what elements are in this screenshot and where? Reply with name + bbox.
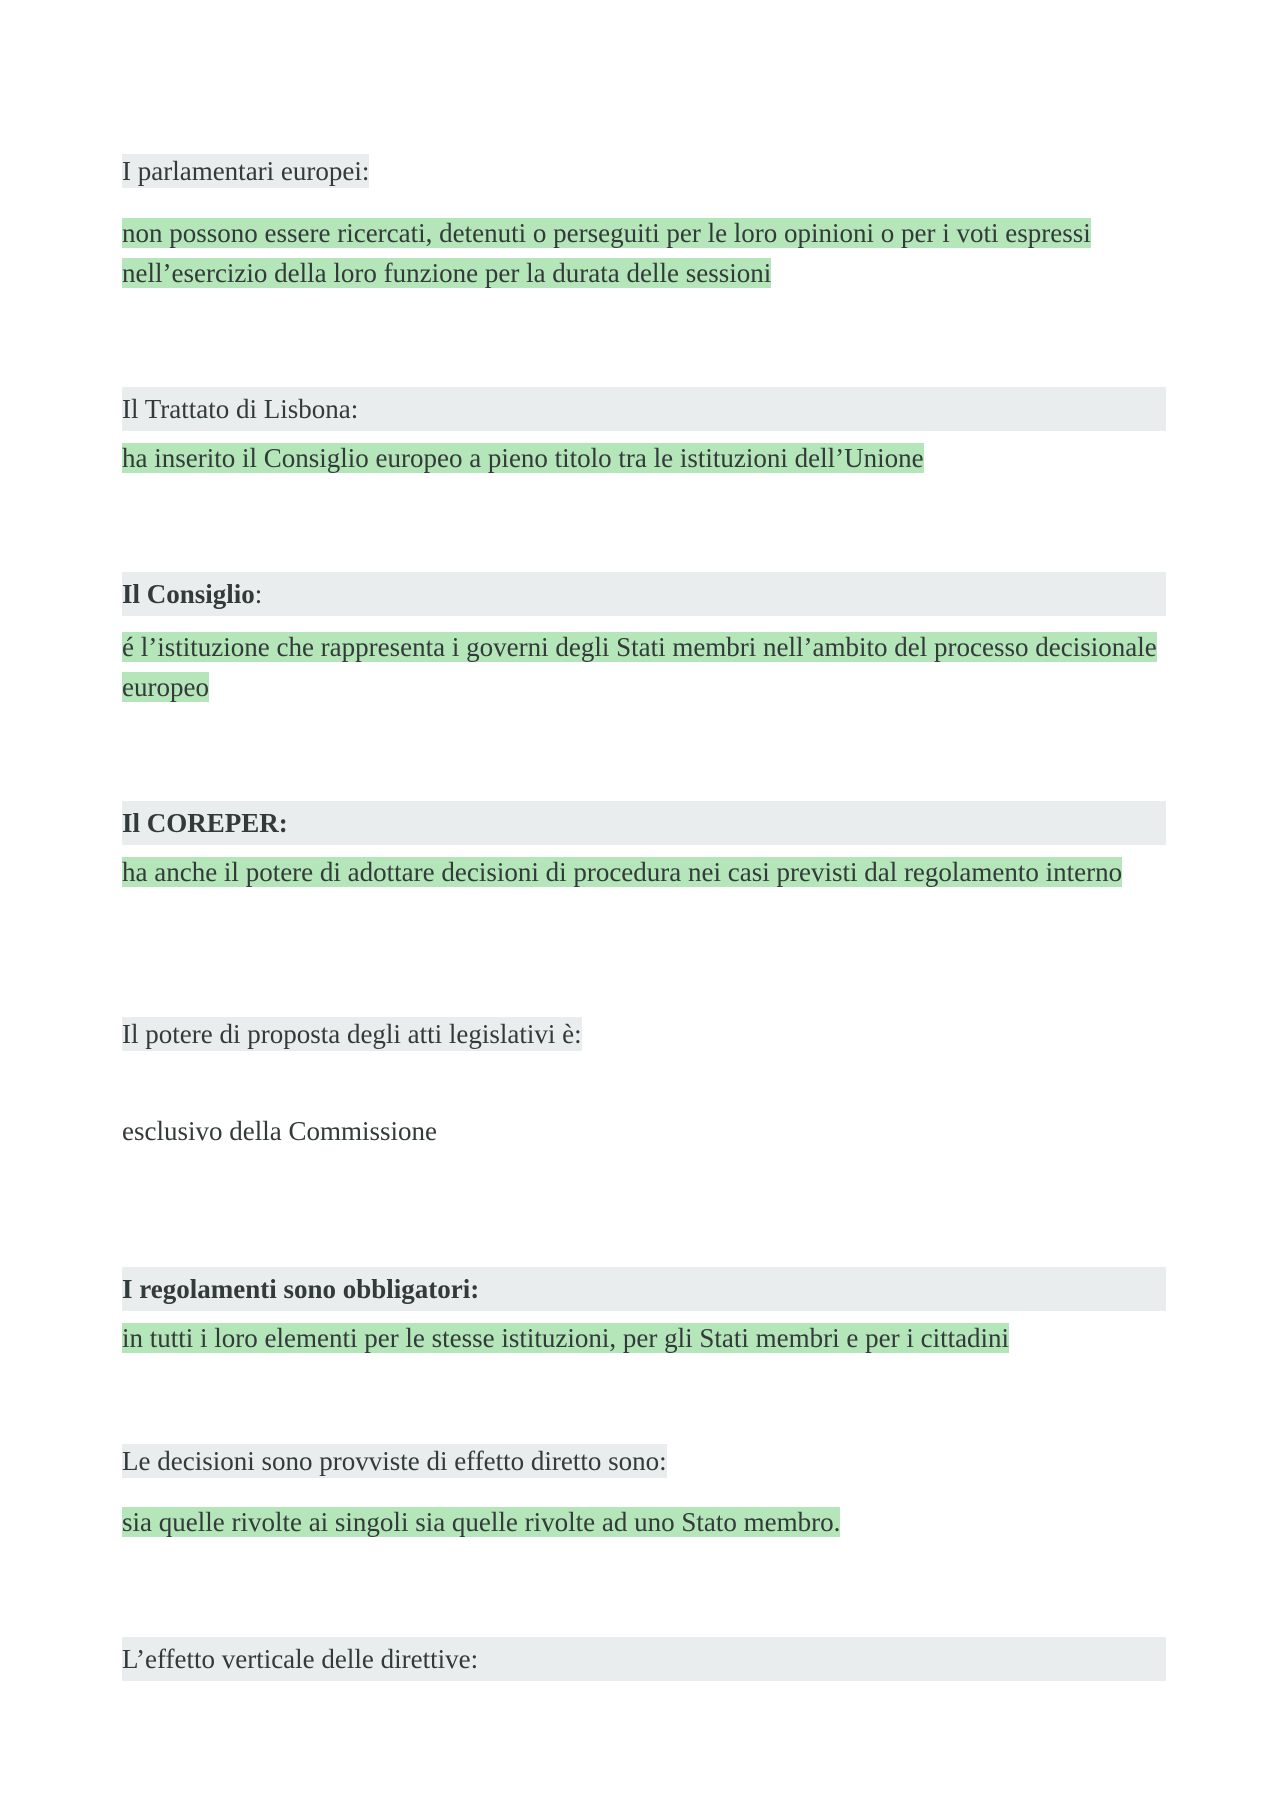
answer-1: [122, 213, 1166, 293]
qa-item-3: [122, 572, 1166, 616]
qa-item-1: [122, 151, 369, 191]
question-8: L’effetto verticale delle direttive:: [122, 1637, 1166, 1681]
qa-item-2: [122, 387, 1166, 431]
question-6: I regolamenti sono obbligatori:: [122, 1267, 1166, 1311]
answer-text: sia quelle rivolte ai singoli sia quelle rivolte ad uno Stato membro.: [122, 1507, 841, 1537]
question-2: Il Trattato di Lisbona:: [122, 387, 1166, 431]
question-5: [122, 1014, 582, 1054]
qa-item-7: [122, 1441, 667, 1481]
answer-5: esclusivo della Commissione: [122, 1116, 437, 1146]
answer-text: é l’istituzione che rappresenta i governi degli Stati membri nell’ambito del processo decisionale europeo: [122, 632, 1157, 702]
question-3: [122, 572, 1166, 616]
question-4: Il COREPER:: [122, 801, 1166, 845]
answer-3: [122, 627, 1166, 707]
answer-7: [122, 1502, 1166, 1542]
answer-text: in tutti i loro elementi per le stesse istituzioni, per gli Stati membri e per i cittadini: [122, 1323, 1010, 1353]
question-text: I parlamentari europei:: [122, 156, 370, 186]
answer-block-5: [122, 1111, 1166, 1151]
answer-block-7: [122, 1502, 1166, 1542]
qa-item-6: [122, 1267, 1166, 1311]
answer-block-6: [122, 1318, 1166, 1358]
answer-block-1: [122, 213, 1166, 293]
qa-item-8: [122, 1637, 1166, 1681]
question-text: Le decisioni sono provviste di effetto diretto sono:: [122, 1446, 667, 1476]
answer-block-3: [122, 627, 1166, 707]
question-text: Il potere di proposta degli atti legislativi è:: [122, 1019, 582, 1049]
question-bold-text: Il Consiglio: [122, 579, 255, 609]
answer-6: [122, 1318, 1166, 1358]
answer-block-2: [122, 438, 1166, 478]
answer-2: [122, 438, 1166, 478]
qa-item-5: [122, 1014, 582, 1054]
answer-4: [122, 852, 1166, 892]
question-7: [122, 1441, 667, 1481]
answer-text: ha anche il potere di adottare decisioni di procedura nei casi previsti dal regolamento interno: [122, 857, 1123, 887]
answer-block-4: [122, 852, 1166, 892]
question-1: [122, 151, 369, 191]
answer-text: non possono essere ricercati, detenuti o perseguiti per le loro opinioni o per i voti espressi nell’esercizio della loro funzione per la durata delle sessioni: [122, 218, 1091, 288]
answer-text: ha inserito il Consiglio europeo a pieno titolo tra le istituzioni dell’Unione: [122, 443, 924, 473]
qa-item-4: [122, 801, 1166, 845]
question-suffix: :: [254, 579, 263, 609]
